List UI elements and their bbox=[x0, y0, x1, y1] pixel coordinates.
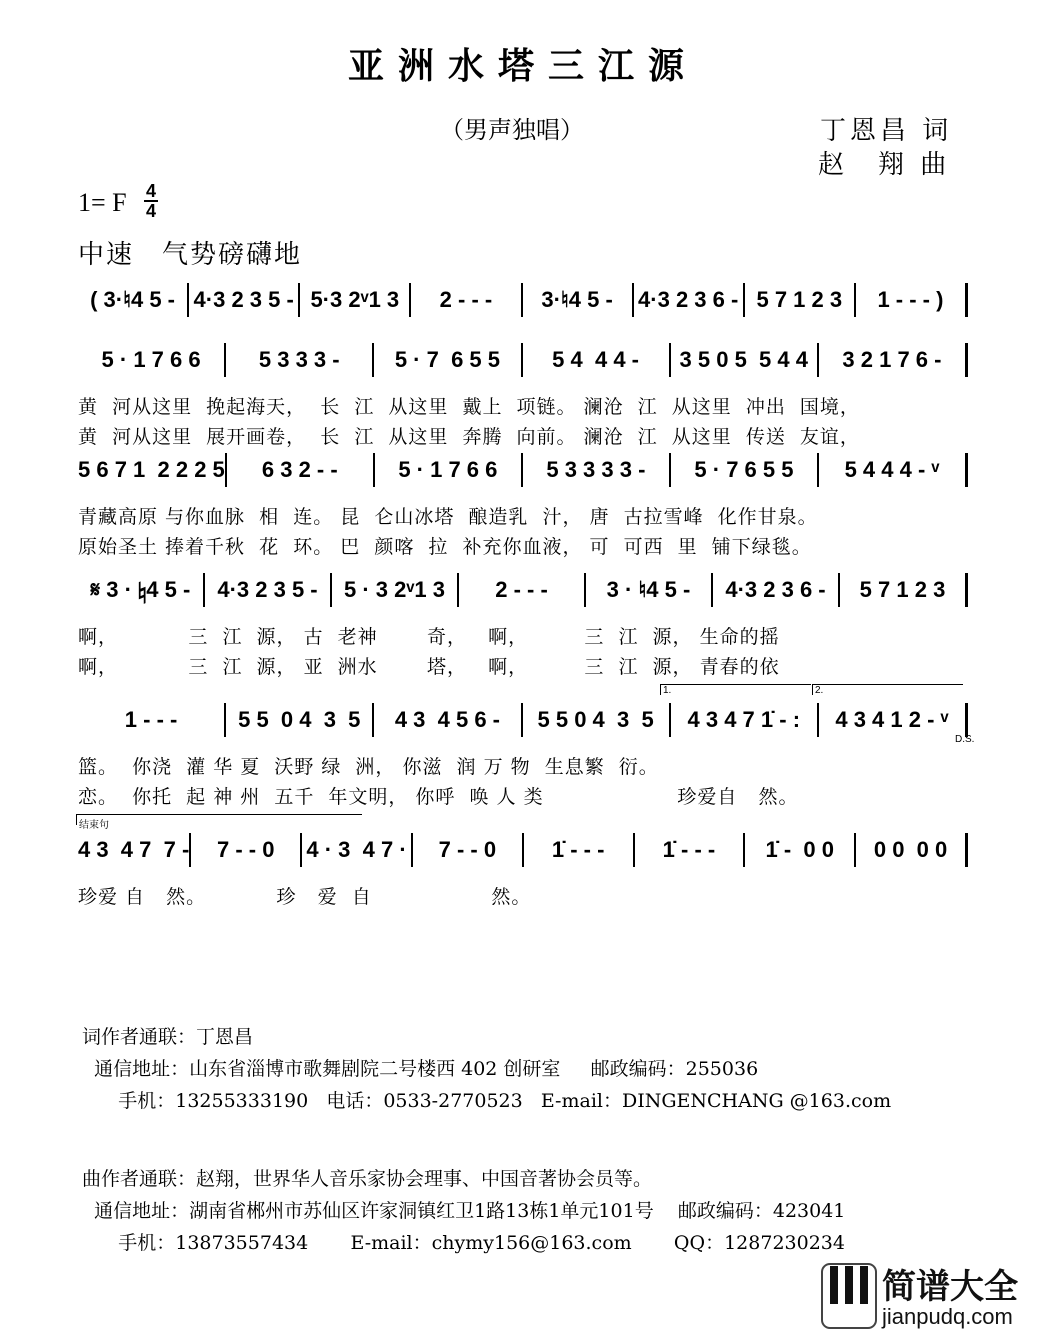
dal-segno-marking: D.S. bbox=[955, 734, 975, 745]
measure: 2 - - - bbox=[411, 283, 522, 317]
measure: 5 · 3 2ᵛ1 3 bbox=[332, 573, 459, 607]
svg-text:jianpudq.com: jianpudq.com bbox=[882, 1304, 1013, 1329]
measure: 3 2 1 7 6 - bbox=[819, 343, 968, 377]
notation-line bbox=[78, 340, 968, 380]
measure: 1 - - - bbox=[78, 703, 226, 737]
measure: 5 · 7 6 5 5 bbox=[671, 453, 819, 487]
lyric-line: 篮。 你浇 灌 华 夏 沃野 绿 洲， 你滋 润 万 物 生息繁 衍。 bbox=[78, 756, 659, 778]
coda-bracket bbox=[76, 814, 362, 831]
volta-bracket bbox=[660, 684, 811, 695]
measure: 7 - - 0 bbox=[191, 833, 302, 867]
svg-text:简谱大全: 简谱大全 bbox=[882, 1267, 1018, 1307]
key-signature: 1= F bbox=[78, 188, 127, 217]
volta-number: 1. bbox=[663, 685, 672, 696]
measure: 0 0 0 0 bbox=[856, 833, 968, 867]
time-signature-bottom: 4 bbox=[145, 201, 156, 221]
time-signature-top: 4 bbox=[145, 181, 156, 201]
measure: 1 - - - ) bbox=[856, 283, 968, 317]
measure: 4 3 4 7 1̇ - : bbox=[671, 703, 819, 737]
measure: 4·3 2 3 5 - bbox=[189, 283, 300, 317]
measure: 3 · ♮4 5 - bbox=[586, 573, 713, 607]
volta-bracket bbox=[812, 684, 963, 695]
measure: 4·3 2 3 5 - bbox=[205, 573, 332, 607]
measure: 2 - - - bbox=[459, 573, 586, 607]
measure: 4 3 4 1 2 - ᵛ bbox=[819, 703, 968, 737]
measure: 3 5 0 5 5 4 4 bbox=[671, 343, 819, 377]
lyricist-contact-line: 词作者通联：丁恩昌 bbox=[82, 1026, 254, 1048]
coda-label: 结束句 bbox=[79, 820, 109, 831]
tempo-marking: 中速 气势磅礴地 bbox=[78, 240, 303, 270]
notation-line bbox=[78, 830, 968, 870]
measure: 5 · 7 6 5 5 bbox=[374, 343, 522, 377]
measure: 4 · 3 4 7 · bbox=[302, 833, 413, 867]
notation-line bbox=[78, 280, 968, 320]
lyric-line: 啊， 三 江 源， 古 老神 奇， 啊， 三 江 源， 生命的摇 bbox=[78, 626, 780, 648]
measure: 5 3 3 3 3 - bbox=[523, 453, 671, 487]
measure: 𝄋 3 · ♮4 5 - bbox=[78, 573, 205, 607]
song-title: 亚洲水塔三江源 bbox=[347, 45, 698, 87]
composer-credit: 赵 翔 曲 bbox=[818, 150, 951, 180]
measure: 5 · 1 7 6 6 bbox=[78, 343, 226, 377]
measure: 5 7 1 2 3 bbox=[840, 573, 968, 607]
measure: 5 5 0 4 3 5 bbox=[226, 703, 374, 737]
composer-contact-line: 曲作者通联：赵翔，世界华人音乐家协会理事、中国音著协会员等。 bbox=[82, 1168, 653, 1190]
measure: 5 4 4 4 - ᵛ bbox=[819, 453, 968, 487]
measure: 5 4 4 4 - bbox=[523, 343, 671, 377]
measure: 5 6 7 1 2 2 2 5 bbox=[78, 453, 227, 487]
measure: 5 3 3 3 - bbox=[226, 343, 374, 377]
composer-contact-line: 手机：13873557434 E-mail：chymy156@163.com QQ：1287230234 bbox=[82, 1232, 845, 1254]
lyric-line: 原始圣土 捧着千秋 花 环。 巴 颜喀 拉 补充你血液， 可 可西 里 铺下绿毯。 bbox=[78, 536, 812, 558]
measure: 5 · 1 7 6 6 bbox=[375, 453, 523, 487]
lyricist-credit: 丁恩昌 词 bbox=[820, 116, 953, 146]
measure: 5 7 1 2 3 bbox=[745, 283, 856, 317]
measure: 7 - - 0 bbox=[413, 833, 524, 867]
measure: 3·♮4 5 - bbox=[523, 283, 634, 317]
measure: 5 5 0 4 3 5 bbox=[523, 703, 671, 737]
measure: 4 3 4 7 7 - bbox=[78, 833, 191, 867]
measure: 4 3 4 5 6 - bbox=[374, 703, 522, 737]
lyricist-contact-line: 通信地址：山东省淄博市歌舞剧院二号楼西 402 创研室 邮政编码：255036 bbox=[82, 1058, 759, 1080]
lyric-line: 珍爱 自 然。 珍 爱 自 然。 bbox=[78, 886, 532, 908]
notation-line bbox=[78, 450, 968, 490]
composer-contact-line: 通信地址：湖南省郴州市苏仙区许家洞镇红卫1路13栋1单元101号 邮政编码：423041 bbox=[82, 1200, 846, 1222]
volta-number: 2. bbox=[815, 685, 824, 696]
measure: ( 3·♮4 5 - bbox=[78, 283, 189, 317]
lyricist-contact-line: 手机：13255333190 电话：0533-2770523 E-mail：DINGENCHANG @163.com bbox=[82, 1090, 892, 1112]
measure: 1̇ - - - bbox=[524, 833, 635, 867]
time-signature bbox=[144, 182, 158, 220]
subtitle: （男声独唱） bbox=[440, 116, 584, 144]
logo-piano-icon bbox=[820, 1262, 1046, 1330]
notation-line bbox=[78, 570, 968, 610]
lyric-line: 黄 河从这里 挽起海天， 长 江 从这里 戴上 项链。 澜沧 江 从这里 冲出 国境， bbox=[78, 396, 860, 418]
measure: 4·3 2 3 6 - bbox=[713, 573, 840, 607]
measure: 5·3 2ᵛ1 3 bbox=[300, 283, 411, 317]
measure: 1̇ - - - bbox=[635, 833, 746, 867]
measure: 1̇ - 0 0 bbox=[745, 833, 856, 867]
notation-line bbox=[78, 700, 968, 740]
measure: 6 3 2 - - bbox=[227, 453, 375, 487]
lyric-line: 啊， 三 江 源， 亚 洲水 塔， 啊， 三 江 源， 青春的依 bbox=[78, 656, 780, 678]
lyric-line: 青藏高原 与你血脉 相 连。 昆 仑山冰塔 酿造乳 汁， 唐 古拉雪峰 化作甘泉。 bbox=[78, 506, 818, 528]
lyric-line: 恋。 你托 起 神 州 五千 年文明， 你呼 唤 人 类 珍爱自 然。 bbox=[78, 786, 799, 808]
lyric-line: 黄 河从这里 展开画卷， 长 江 从这里 奔腾 向前。 澜沧 江 从这里 传送 友谊， bbox=[78, 426, 860, 448]
measure: 4·3 2 3 6 - bbox=[634, 283, 745, 317]
